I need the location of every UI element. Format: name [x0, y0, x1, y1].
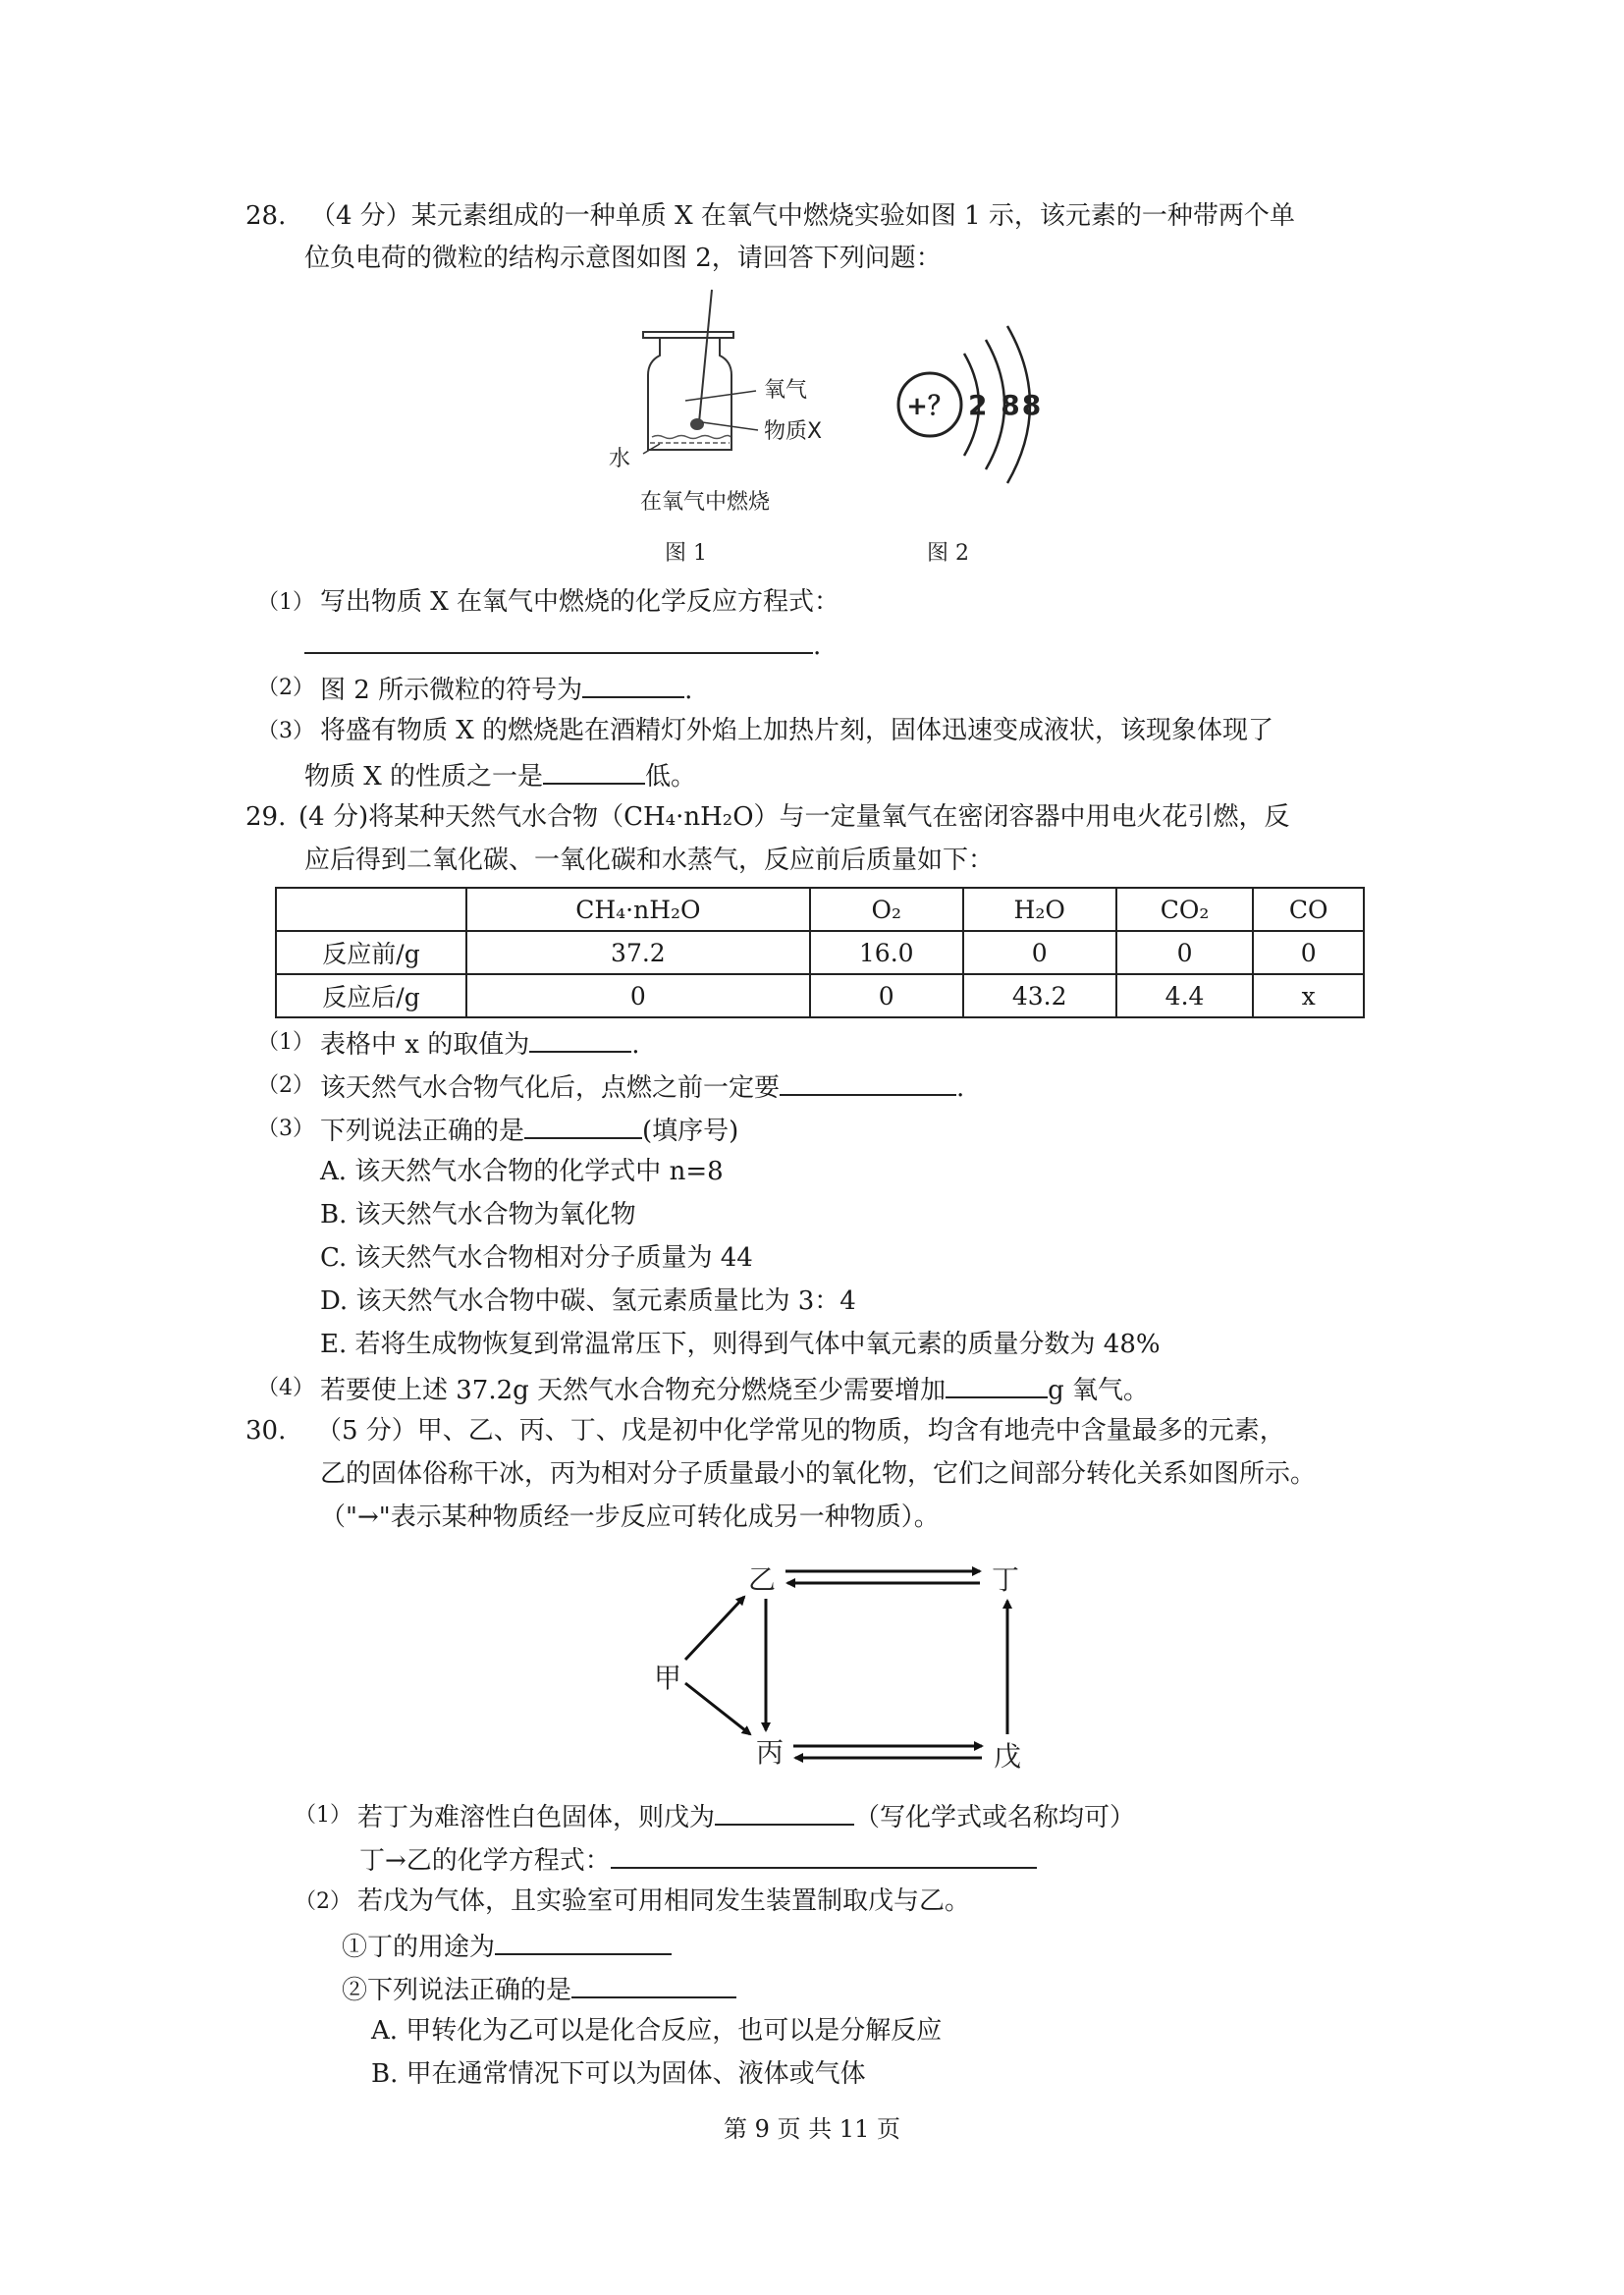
q30-option: A. 甲转化为乙可以是化合反应，也可以是分解反应 — [371, 2016, 943, 2046]
q28-sub3-number: （3） — [257, 719, 314, 743]
q29-option: A. 该天然气水合物的化学式中 n=8 — [320, 1157, 724, 1186]
q30-sub1-number: （1） — [295, 1803, 352, 1828]
q28-stem-line2: 位负电荷的微粒的结构示意图如图 2，请回答下列问题： — [304, 244, 942, 273]
table-cell: 16.0 — [810, 931, 963, 974]
q30-sub2-number: （2） — [295, 1889, 352, 1914]
label-water: 水 — [609, 447, 631, 471]
answer-blank[interactable] — [582, 673, 684, 698]
answer-blank[interactable] — [571, 1973, 736, 1998]
table-cell: 43.2 — [963, 974, 1116, 1017]
q30-sub1 — [357, 1800, 1135, 1833]
node-yi: 乙 — [748, 1563, 777, 1596]
label-oxygen: 氧气 — [764, 378, 808, 403]
table-cell: x — [1253, 974, 1364, 1017]
answer-blank[interactable] — [611, 1843, 1037, 1869]
table-cell: 0 — [810, 974, 963, 1017]
q28-sub2-number: （2） — [257, 676, 314, 700]
q29-sub1-text: 表格中 x 的取值为 — [320, 1030, 530, 1060]
answer-blank[interactable] — [524, 1114, 642, 1139]
q30-stem-line1: （5 分）甲、乙、丙、丁、戊是初中化学常见的物质，均含有地壳中含量最多的元素， — [316, 1416, 1285, 1446]
q28-sub1-number: （1） — [257, 590, 314, 615]
q30-sub1-eq-text: 丁→乙的化学方程式： — [359, 1846, 611, 1876]
answer-blank[interactable] — [529, 1027, 631, 1053]
table-cell: CO₂ — [1116, 888, 1254, 931]
q29-stem-line1: (4 分)将某种天然气水合物（CH₄·nH₂O）与一定量氧气在密闭容器中用电火花引燃，反 — [298, 802, 1290, 832]
table-cell: H₂O — [963, 888, 1116, 931]
table-cell: 0 — [1253, 931, 1364, 974]
q29-sub2-text: 该天然气水合物气化后，点燃之前一定要 — [320, 1073, 781, 1103]
q30-sub2-ii — [342, 1973, 736, 2006]
water-layer — [652, 436, 731, 439]
q28-sub2-text: 图 2 所示微粒的符号为 — [320, 676, 583, 705]
q29-sub4-text: 若要使上述 37.2g 天然气水合物充分燃烧至少需要增加 — [320, 1376, 947, 1405]
q30-sub2-i-text: ①丁的用途为 — [342, 1933, 496, 1962]
q29-sub4-tail: g 氧气。 — [1048, 1376, 1149, 1405]
table-cell — [276, 888, 466, 931]
q29-sub2: 该天然气水合物气化后，点燃之前一定要 . — [320, 1070, 964, 1104]
q28-figure1 — [589, 285, 884, 570]
q30-sub2-i — [342, 1930, 672, 1963]
answer-blank[interactable] — [495, 1930, 672, 1955]
q28-number: 28. — [245, 201, 287, 231]
answer-blank[interactable] — [715, 1800, 854, 1826]
shell-electrons: 2 88 — [968, 389, 1044, 421]
q30-sub1-text: 若丁为难溶性白色固体，则戊为 — [357, 1803, 716, 1832]
q30-number: 30. — [245, 1416, 287, 1446]
q29-stem-line2: 应后得到二氧化碳、一氧化碳和水蒸气，反应前后质量如下： — [304, 846, 995, 875]
page-footer: 第 9 页 共 11 页 — [724, 2115, 900, 2143]
answer-blank[interactable] — [304, 628, 813, 654]
q29-sub2-number: （2） — [257, 1073, 314, 1098]
q29-sub3-tail: (填序号) — [642, 1117, 739, 1146]
q29-sub3-text: 下列说法正确的是 — [320, 1117, 525, 1146]
q30-sub2-text: 若戊为气体，且实验室可用相同发生装置制取戊与乙。 — [357, 1886, 971, 1916]
table-cell: 反应前/g — [276, 931, 466, 974]
fig2-name: 图 2 — [927, 541, 969, 566]
spoon-rod — [699, 290, 712, 422]
table-cell: 37.2 — [466, 931, 810, 974]
q29-number: 29. — [245, 802, 287, 832]
table-header-row — [276, 888, 1364, 931]
q30-stem-line3: （"→"表示某种物质经一步反应可转化成另一种物质）。 — [320, 1503, 940, 1532]
node-jia: 甲 — [654, 1662, 682, 1694]
table-cell: 0 — [1116, 931, 1254, 974]
answer-blank[interactable] — [946, 1373, 1048, 1398]
q30-stem-line2: 乙的固体俗称干冰，丙为相对分子质量最小的氧化物，它们之间部分转化关系如图所示。 — [320, 1459, 1317, 1489]
table-cell: CO — [1253, 888, 1364, 931]
arrow-jia-to-bing — [685, 1683, 750, 1734]
q30-sub1-equation — [359, 1843, 1037, 1877]
table-row — [276, 931, 1364, 974]
q28-sub1-text: 写出物质 X 在氧气中燃烧的化学反应方程式： — [320, 587, 840, 617]
substance-x — [690, 418, 704, 430]
nucleus-charge: +？ — [906, 392, 953, 421]
q29-option: B. 该天然气水合物为氧化物 — [320, 1200, 636, 1229]
table-row — [276, 974, 1364, 1017]
table-cell: CH₄·nH₂O — [466, 888, 810, 931]
q28-sub3-line1: 将盛有物质 X 的燃烧匙在酒精灯外焰上加热片刻，固体迅速变成液状，该现象体现了 — [320, 716, 1274, 745]
node-ding: 丁 — [992, 1563, 1020, 1596]
q30-sub2-ii-text: ②下列说法正确的是 — [342, 1976, 572, 2005]
q28-figure2 — [884, 314, 1100, 570]
q28-stem-line1: （4 分）某元素组成的一种单质 X 在氧气中燃烧实验如图 1 示，该元素的一种带两个单 — [310, 201, 1295, 231]
q29-sub1: 表格中 x 的取值为 . — [320, 1027, 639, 1061]
label-substance-x: 物质X — [764, 419, 823, 444]
table-cell: 0 — [466, 974, 810, 1017]
q28-sub3-line2 — [304, 759, 696, 792]
q29-sub4 — [320, 1373, 1149, 1406]
q29-sub3-number: （3） — [257, 1117, 314, 1141]
q29-sub3 — [320, 1114, 738, 1147]
q28-sub3-text: 物质 X 的性质之一是 — [304, 762, 544, 792]
answer-blank[interactable] — [543, 759, 645, 785]
q30-transformation-diagram — [638, 1544, 1051, 1789]
q30-sub1-note: （写化学式或名称均可） — [854, 1803, 1136, 1832]
table-cell: 反应后/g — [276, 974, 466, 1017]
q30-option: B. 甲在通常情况下可以为固体、液体或气体 — [371, 2059, 866, 2089]
glass-plate — [643, 332, 733, 338]
q29-sub4-number: （4） — [257, 1376, 314, 1400]
table-cell: 4.4 — [1116, 974, 1254, 1017]
q28-sub3-tail: 低。 — [645, 762, 697, 792]
q29-option: D. 该天然气水合物中碳、氢元素质量比为 3：4 — [320, 1286, 856, 1316]
answer-blank[interactable] — [780, 1070, 956, 1096]
q29-sub1-number: （1） — [257, 1030, 314, 1055]
fig1-name: 图 1 — [665, 541, 707, 566]
q29-mass-table — [275, 887, 1365, 1018]
q29-option: C. 该天然气水合物相对分子质量为 44 — [320, 1243, 753, 1273]
arrow-jia-to-yi — [685, 1597, 744, 1660]
table-cell: O₂ — [810, 888, 963, 931]
q29-option: E. 若将生成物恢复到常温常压下，则得到气体中氧元素的质量分数为 48% — [320, 1330, 1161, 1359]
node-bing: 丙 — [756, 1736, 785, 1769]
node-wu: 戊 — [994, 1740, 1022, 1773]
fig1-caption: 在氧气中燃烧 — [640, 490, 771, 515]
q28-sub2: 图 2 所示微粒的符号为 . — [320, 673, 692, 706]
bottle-outline — [648, 338, 731, 450]
table-cell: 0 — [963, 931, 1116, 974]
q28-sub1-answer: . — [304, 628, 821, 662]
